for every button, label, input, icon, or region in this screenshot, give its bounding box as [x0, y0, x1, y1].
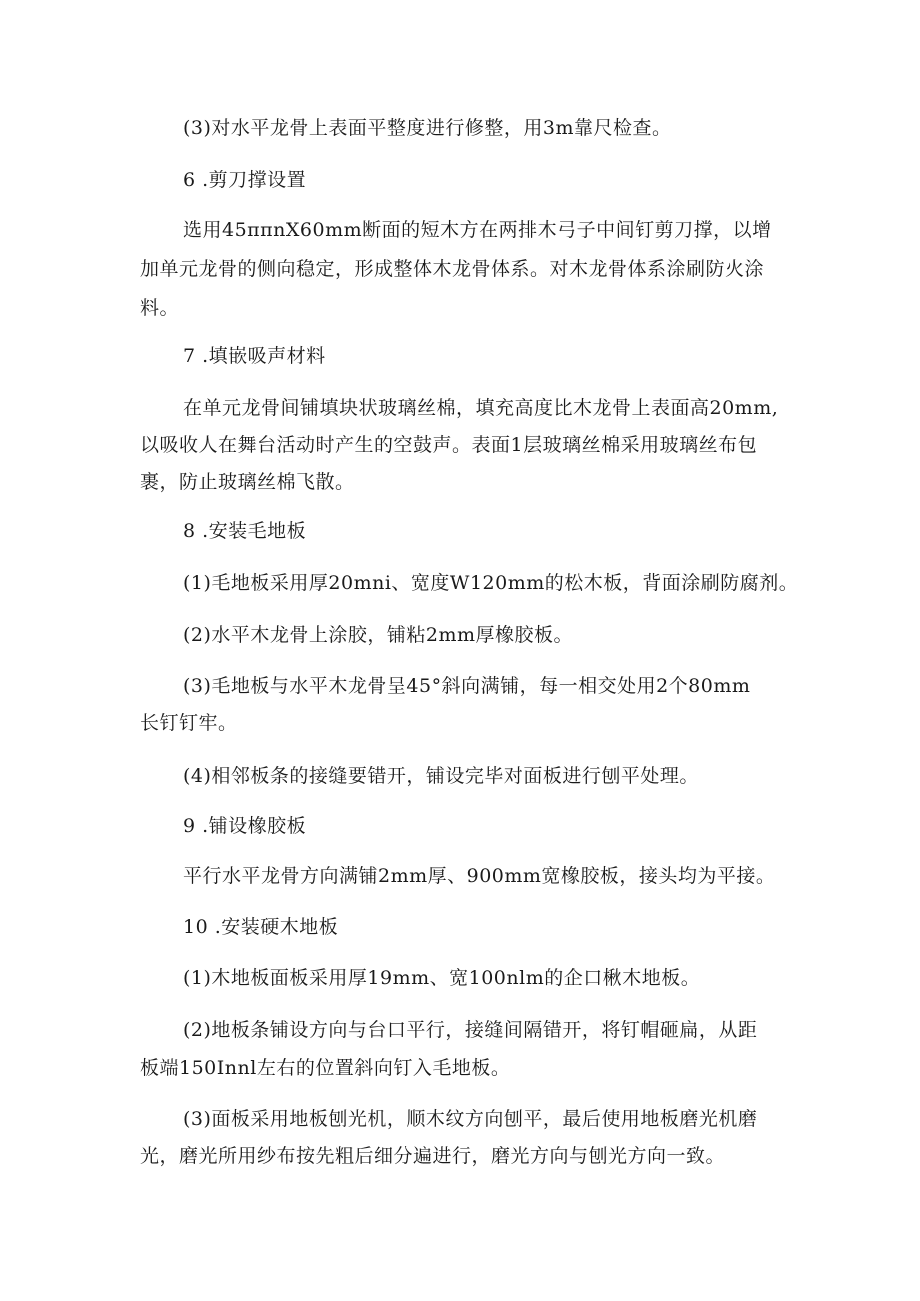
section-heading: 9 .铺设橡胶板	[183, 815, 307, 837]
text-line: (3)毛地板与水平木龙骨呈45°斜向满铺，每一相交处用2个80mm	[183, 675, 751, 697]
text-line: 选用45ππnX60mm断面的短木方在两排木弓子中间钉剪刀撑，以增	[183, 219, 772, 241]
text-line: (2)地板条铺设方向与台口平行，接缝间隔错开，将钉帽砸扁，从距	[183, 1019, 758, 1041]
text-line: (1)木地板面板采用厚19mm、宽100nlm的企口楸木地板。	[183, 967, 701, 989]
text-line: (3)面板采用地板刨光机，顺木纹方向刨平，最后使用地板磨光机磨	[183, 1108, 758, 1130]
text-line: 板端150Innl左右的位置斜向钉入毛地板。	[140, 1057, 511, 1079]
text-line: 料。	[140, 297, 180, 319]
text-line: (2)水平木龙骨上涂胶，铺粘2mm厚橡胶板。	[183, 624, 574, 646]
section-heading: 6 .剪刀撑设置	[183, 169, 307, 191]
text-line: 平行水平龙骨方向满铺2mm厚、900mm宽橡胶板，接头均为平接。	[183, 865, 776, 887]
text-line: 长钉钉牢。	[140, 712, 238, 734]
text-line: 加单元龙骨的侧向稳定，形成整体木龙骨体系。对木龙骨体系涂刷防火涂	[140, 258, 765, 280]
text-line: 在单元龙骨间铺填块状玻璃丝棉，填充高度比木龙骨上表面高20mm,	[183, 397, 779, 419]
text-line: 光，磨光所用纱布按先粗后细分遍进行，磨光方向与刨光方向一致。	[140, 1145, 726, 1167]
section-heading: 8 .安装毛地板	[183, 520, 307, 542]
text-line: 裹，防止玻璃丝棉飞散。	[140, 471, 355, 493]
text-line: (4)相邻板条的接缝要错开，铺设完毕对面板进行刨平处理。	[183, 765, 699, 787]
section-heading: 7 .填嵌吸声材料	[183, 345, 326, 367]
text-line: 以吸收人在舞台活动时产生的空鼓声。表面1层玻璃丝棉采用玻璃丝布包	[140, 434, 758, 456]
text-line: (3)对水平龙骨上表面平整度进行修整，用3m靠尺检查。	[183, 117, 672, 139]
section-heading: 10 .安装硬木地板	[183, 916, 339, 938]
text-line: (1)毛地板采用厚20mni、宽度W120mm的松木板，背面涂刷防腐剂。	[183, 572, 799, 594]
